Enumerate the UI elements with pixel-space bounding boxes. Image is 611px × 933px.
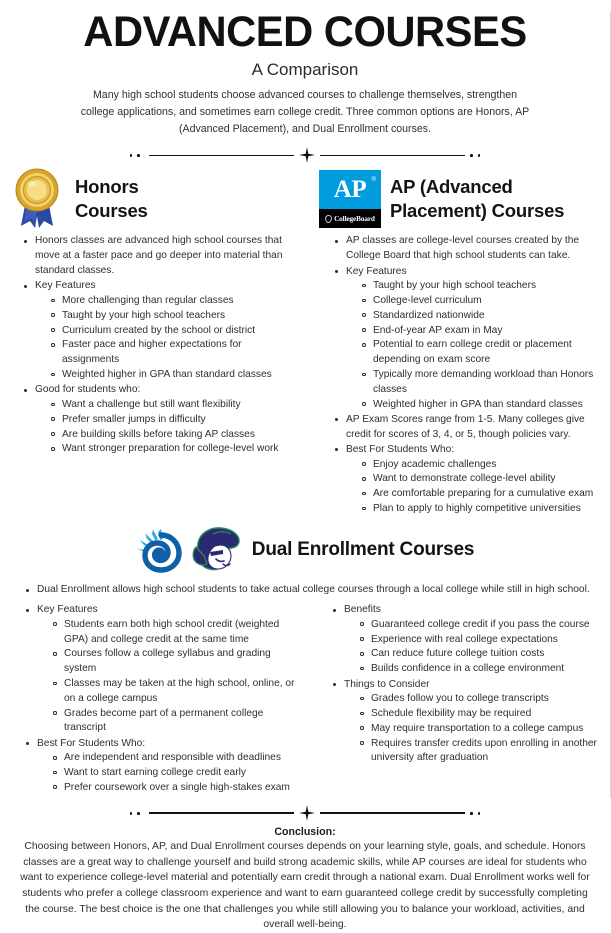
ap-column bbox=[309, 168, 604, 517]
divider-dot bbox=[478, 154, 481, 157]
ap-sublist bbox=[346, 279, 604, 412]
divider-bottom bbox=[95, 806, 515, 820]
divider-line bbox=[149, 812, 294, 814]
conclusion-heading: Conclusion: bbox=[274, 826, 336, 839]
divider-dot bbox=[470, 812, 473, 815]
dual-intro-list bbox=[10, 583, 600, 598]
list-item bbox=[333, 603, 600, 677]
four-point-star-icon bbox=[299, 805, 315, 821]
ap-header bbox=[319, 168, 604, 230]
sub-list-item: Want stronger preparation for college-level work bbox=[51, 442, 299, 457]
list-item bbox=[24, 234, 299, 278]
sub-list-item: Can reduce future college tuition costs bbox=[360, 647, 600, 662]
sub-list-item: Enjoy academic challenges bbox=[362, 458, 604, 473]
sub-list-item: More challenging than regular classes bbox=[51, 294, 299, 309]
sub-list-item: Potential to earn college credit or placement depending on exam score bbox=[362, 338, 604, 368]
honors-sublist bbox=[35, 294, 299, 383]
list-item-text: Key Features bbox=[37, 604, 98, 616]
ap-logo-letters: AP bbox=[333, 176, 367, 204]
divider-line bbox=[320, 155, 465, 157]
list-item-text: Key Features bbox=[345, 265, 407, 277]
list-item bbox=[335, 265, 604, 413]
list-item bbox=[26, 583, 600, 598]
sub-list-item: College-level curriculum bbox=[362, 294, 604, 309]
dual-enrollment-title: Dual Enrollment Courses bbox=[251, 539, 475, 561]
registered-mark-icon: ® bbox=[371, 177, 376, 184]
conclusion-section bbox=[0, 806, 610, 933]
list-item-text: Good for students who: bbox=[35, 384, 141, 396]
sub-list-item: Experience with real college expectations bbox=[360, 633, 600, 648]
dual-left-column bbox=[10, 599, 305, 796]
ap-logo-bottom bbox=[319, 209, 381, 228]
honors-column bbox=[8, 168, 303, 517]
list-item-text: AP classes are college-level courses created by the College Board that high school students can take. bbox=[345, 235, 580, 262]
dual-sublist bbox=[344, 692, 600, 766]
sub-list-item: Weighted higher in GPA than standard classes bbox=[362, 398, 604, 413]
sub-list-item: Want to start earning college credit early bbox=[53, 766, 305, 781]
divider-dot bbox=[478, 812, 481, 815]
sub-list-item: Want a challenge but still want flexibility bbox=[51, 398, 299, 413]
dual-sublist bbox=[37, 751, 305, 795]
ap-sublist bbox=[346, 458, 604, 517]
honors-title: Honors Courses bbox=[75, 175, 148, 222]
list-item bbox=[24, 383, 299, 457]
list-item-text: Best For Students Who: bbox=[37, 737, 146, 749]
divider-line bbox=[149, 155, 294, 157]
sub-list-item: Curriculum created by the school or district bbox=[51, 324, 299, 339]
honors-header bbox=[8, 168, 299, 230]
sub-list-item: Classes may be taken at the high school, online, or on a college campus bbox=[53, 677, 305, 707]
sub-list-item: Are building skills before taking AP classes bbox=[51, 428, 299, 443]
sub-list-item: Prefer smaller jumps in difficulty bbox=[51, 413, 299, 428]
dual-enrollment-section bbox=[0, 521, 610, 796]
honors-list bbox=[8, 234, 299, 457]
sub-list-item: Prefer coursework over a single high-stakes exam bbox=[53, 781, 305, 796]
sub-list-item: Typically more demanding workload than Honors classes bbox=[362, 368, 604, 398]
list-item bbox=[333, 678, 600, 767]
divider-dot bbox=[470, 154, 473, 157]
dual-right-column bbox=[305, 599, 600, 796]
acorn-icon bbox=[325, 215, 332, 223]
sub-list-item: Grades become part of a permanent college transcript bbox=[53, 707, 305, 737]
sub-list-item: Courses follow a college syllabus and grading system bbox=[53, 647, 305, 677]
divider-line bbox=[320, 812, 465, 814]
list-item-text: Honors classes are advanced high school courses that move at a faster pace and go deeper into material than standard classes. bbox=[35, 235, 283, 277]
list-item-text: Benefits bbox=[344, 604, 381, 616]
sub-list-item: Standardized nationwide bbox=[362, 309, 604, 324]
list-item bbox=[26, 603, 305, 736]
sub-list-item: Plan to apply to highly competitive universities bbox=[362, 502, 604, 517]
divider-top bbox=[95, 148, 515, 162]
ap-list bbox=[319, 234, 604, 516]
sub-list-item: Schedule flexibility may be required bbox=[360, 707, 600, 722]
dual-right-list bbox=[317, 603, 600, 766]
sub-list-item: Want to demonstrate college-level ability bbox=[362, 472, 604, 487]
ap-logo-top bbox=[319, 170, 381, 209]
sub-list-item: Builds confidence in a college environment bbox=[360, 662, 600, 677]
sub-list-item: End-of-year AP exam in May bbox=[362, 324, 604, 339]
page-title: ADVANCED COURSES bbox=[83, 8, 527, 56]
list-item-text: Things to Consider bbox=[344, 678, 430, 690]
sub-list-item: Guaranteed college credit if you pass the course bbox=[360, 618, 600, 633]
dual-left-list bbox=[10, 603, 305, 796]
pirate-mascot-icon bbox=[190, 525, 244, 575]
sub-list-item: Faster pace and higher expectations for assignments bbox=[51, 338, 299, 368]
sub-list-item: Weighted higher in GPA than standard classes bbox=[51, 368, 299, 383]
four-point-star-icon bbox=[299, 147, 315, 163]
divider-dot bbox=[130, 154, 133, 157]
list-item bbox=[335, 234, 604, 264]
sub-list-item: Are independent and responsible with deadlines bbox=[53, 751, 305, 766]
page-subtitle: A Comparison bbox=[251, 60, 359, 79]
list-item bbox=[335, 413, 604, 443]
comparison-columns bbox=[0, 168, 610, 517]
divider-dot bbox=[137, 154, 140, 157]
dual-sublist bbox=[37, 618, 305, 736]
honors-sublist bbox=[35, 398, 299, 457]
list-item-text: AP Exam Scores range from 1-5. Many colleges give credit for scores of 3, 4, or 5, though policies vary. bbox=[345, 413, 585, 440]
list-item bbox=[24, 279, 299, 382]
sub-list-item: Students earn both high school credit (weighted GPA) and college credit at the same time bbox=[53, 618, 305, 648]
sub-list-item: Taught by your high school teachers bbox=[51, 309, 299, 324]
intro-paragraph: Many high school students choose advanced courses to challenge themselves, strengthen college applications, and sometimes earn college credit. Three common options are Honors, AP (Advanced Placement), and Dual Enrollment courses. bbox=[80, 89, 530, 136]
dual-enrollment-columns bbox=[10, 599, 600, 796]
dual-enrollment-header bbox=[10, 521, 600, 579]
list-item-text: Key Features bbox=[35, 280, 96, 292]
divider-dot bbox=[137, 812, 140, 815]
sub-list-item: Taught by your high school teachers bbox=[362, 279, 604, 294]
list-item bbox=[335, 443, 604, 517]
list-item bbox=[26, 737, 305, 796]
ap-title: AP (Advanced Placement) Courses bbox=[389, 175, 565, 222]
dual-sublist bbox=[344, 618, 600, 677]
sub-list-item: Requires transfer credits upon enrolling in another university after graduation bbox=[360, 737, 600, 767]
sub-list-item: May require transportation to a college campus bbox=[360, 722, 600, 737]
ap-collegeboard-logo-icon bbox=[319, 170, 381, 228]
sub-list-item: Are comfortable preparing for a cumulative exam bbox=[362, 487, 604, 502]
list-item-text: Best For Students Who: bbox=[345, 443, 455, 455]
dual-intro-text: Dual Enrollment allows high school students to take actual college courses through a local college while still in high school. bbox=[37, 584, 590, 596]
sub-list-item: Grades follow you to college transcripts bbox=[360, 692, 600, 707]
nautilus-shell-icon bbox=[136, 527, 182, 573]
divider-dot bbox=[130, 812, 133, 815]
infographic-page bbox=[0, 8, 611, 931]
page-header bbox=[0, 8, 610, 138]
collegeboard-wordmark: CollegeBoard bbox=[334, 214, 375, 223]
conclusion-body: Choosing between Honors, AP, and Dual Enrollment courses depends on your learning style, goals, and schedule. Honors classes are a great way to challenge yourself and build strong academic skills, while AP courses are ideal for students who want to experience college-level material and potentially earn credit through a national exam. Dual Enrollment works well for students who prefer a college classroom experience and want to earn guaranteed college credit by successfully completing the course. The best choice is the one that challenges you while still allowing you to balance your workload, activities, and overall well-being. bbox=[20, 841, 590, 931]
gold-medal-icon bbox=[8, 168, 66, 230]
